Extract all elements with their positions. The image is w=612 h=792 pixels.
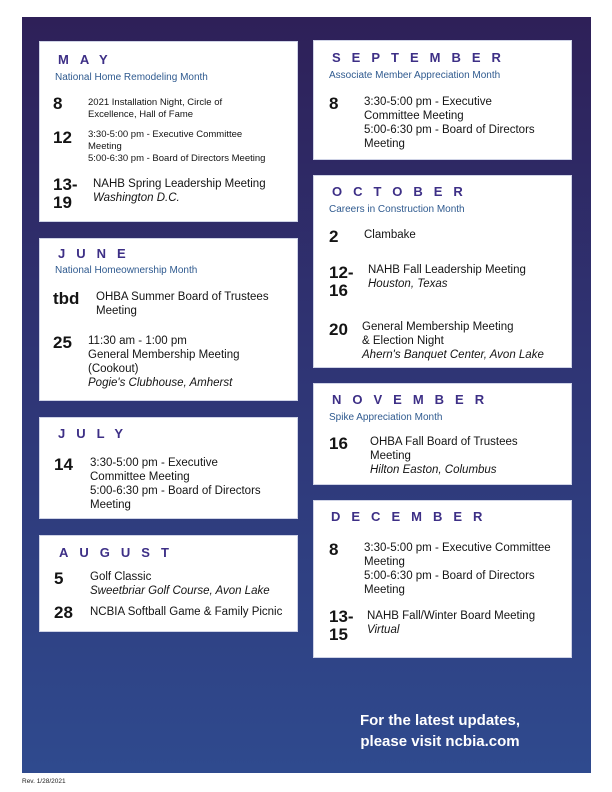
event-text: Golf Classic Sweetbriar Golf Course, Avon Lake xyxy=(90,571,270,597)
event-day: 13- 15 xyxy=(329,607,354,644)
event-text: NAHB Fall Leadership Meeting Houston, Texas xyxy=(368,264,526,290)
event-text: NCBIA Softball Game & Family Picnic xyxy=(90,606,283,618)
month-card-december xyxy=(313,500,572,658)
month-theme: Associate Member Appreciation Month xyxy=(329,70,501,81)
event-location: Houston, Texas xyxy=(368,278,448,290)
event-location: Sweetbriar Golf Course, Avon Lake xyxy=(90,585,270,597)
event-day: 8 xyxy=(53,94,63,113)
event-day: 13- 19 xyxy=(53,175,78,212)
event-location: Washington D.C. xyxy=(93,192,180,204)
month-heading: MAY xyxy=(58,52,119,67)
event-text: 3:30-5:00 pm - Executive Committee Meeting 5:00-6:30 pm - Board of Directors Meeting xyxy=(88,129,266,164)
event-day: 2 xyxy=(329,227,339,246)
month-heading: JUNE xyxy=(58,246,137,261)
event-location: Hilton Easton, Columbus xyxy=(370,464,497,476)
month-heading: SEPTEMBER xyxy=(332,50,512,65)
event-day: 8 xyxy=(329,94,339,113)
event-day: 20 xyxy=(329,320,348,339)
event-day: 12- 16 xyxy=(329,263,354,300)
event-day: 5 xyxy=(54,569,64,588)
footer-updates-note xyxy=(320,710,560,752)
event-text: NAHB Fall/Winter Board Meeting Virtual xyxy=(367,610,536,636)
month-heading: JULY xyxy=(58,426,135,441)
event-day: 14 xyxy=(54,455,73,474)
month-theme: Careers in Construction Month xyxy=(329,204,465,215)
event-location: Virtual xyxy=(367,624,400,636)
event-text: OHBA Summer Board of Trustees Meeting xyxy=(96,291,269,317)
month-theme: Spike Appreciation Month xyxy=(329,412,443,423)
event-text: OHBA Fall Board of Trustees Meeting Hilton Easton, Columbus xyxy=(370,436,518,476)
event-day: 28 xyxy=(54,603,73,622)
event-day: 12 xyxy=(53,128,72,147)
event-text: 3:30-5:00 pm - Executive Committee Meeting 5:00-6:30 pm - Board of Directors Meeting xyxy=(90,457,261,511)
month-card-june xyxy=(39,238,298,401)
event-text: 3:30-5:00 pm - Executive Committee Meeting 5:00-6:30 pm - Board of Directors Meeting xyxy=(364,542,551,596)
month-card-july xyxy=(39,417,298,519)
event-day: 16 xyxy=(329,434,348,453)
month-card-november xyxy=(313,383,572,485)
month-theme: National Homeownership Month xyxy=(55,265,198,276)
event-text: 11:30 am - 1:00 pm General Membership Meeting (Cookout) Pogie's Clubhouse, Amherst xyxy=(88,335,240,389)
month-heading: DECEMBER xyxy=(331,509,494,524)
month-card-september xyxy=(313,40,572,160)
event-text: General Membership Meeting & Election Night Ahern's Banquet Center, Avon Lake xyxy=(362,321,544,361)
month-theme: National Home Remodeling Month xyxy=(55,72,208,83)
event-text: Clambake xyxy=(364,229,416,241)
revision-date: Rev. 1/28/2021 xyxy=(22,778,66,785)
month-card-august xyxy=(39,535,298,632)
footer-link-line: please visit ncbia.com xyxy=(360,733,520,750)
event-day: 25 xyxy=(53,333,72,352)
footer-line: For the latest updates, xyxy=(359,712,521,729)
month-heading: AUGUST xyxy=(59,545,180,560)
event-location: Pogie's Clubhouse, Amherst xyxy=(88,377,233,389)
event-location: Ahern's Banquet Center, Avon Lake xyxy=(362,349,544,361)
month-card-may xyxy=(39,41,298,222)
month-heading: OCTOBER xyxy=(332,184,474,199)
event-day: 8 xyxy=(329,540,339,559)
event-text: 2021 Installation Night, Circle of Excellence, Hall of Fame xyxy=(88,97,223,120)
month-heading: NOVEMBER xyxy=(332,392,496,407)
event-text: 3:30-5:00 pm - Executive Committee Meeting 5:00-6:30 pm - Board of Directors Meeting xyxy=(364,96,535,150)
event-day: tbd xyxy=(53,289,80,308)
month-card-october xyxy=(313,175,572,368)
event-text: NAHB Spring Leadership Meeting Washington D.C. xyxy=(93,178,266,204)
